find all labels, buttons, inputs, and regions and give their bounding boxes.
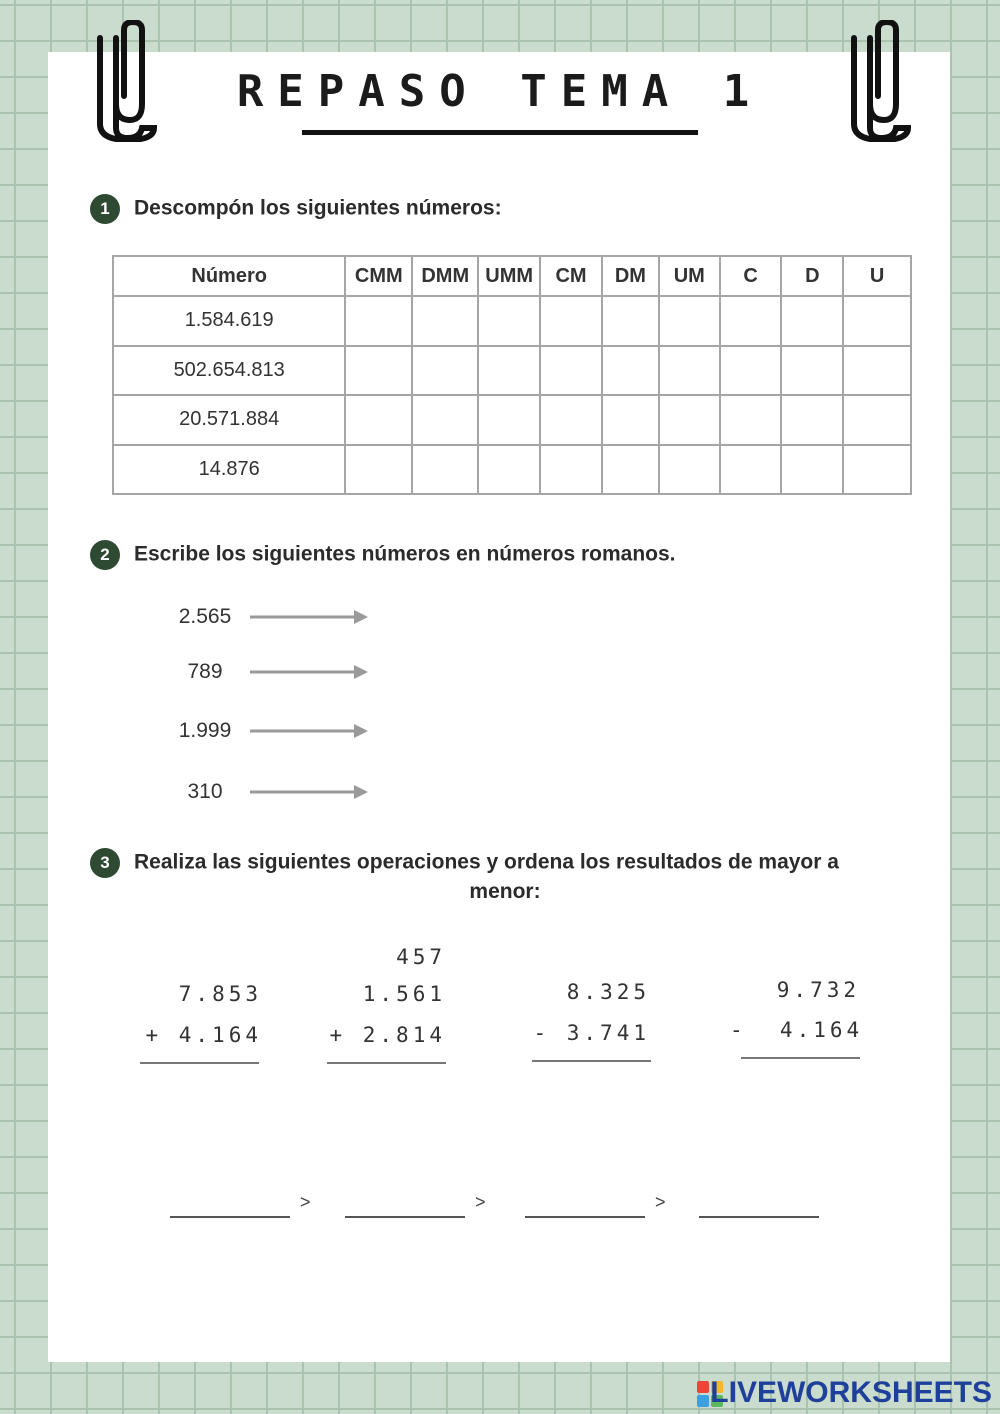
header-dm: DM xyxy=(602,256,659,296)
answer-cell[interactable] xyxy=(412,346,478,396)
answer-cell[interactable] xyxy=(540,445,602,495)
operation-1-line2: + 4.164 xyxy=(145,1023,262,1047)
answer-cell[interactable] xyxy=(781,296,843,346)
answer-cell[interactable] xyxy=(659,296,720,346)
answer-cell[interactable] xyxy=(781,445,843,495)
roman-item xyxy=(170,777,380,807)
header-cmm: CMM xyxy=(345,256,412,296)
roman-number: 310 xyxy=(187,780,223,803)
answer-cell[interactable] xyxy=(478,346,540,396)
number-cell: 14.876 xyxy=(113,445,345,495)
arrow-right-icon xyxy=(250,663,370,681)
answer-cell[interactable] xyxy=(412,395,478,445)
answer-cell[interactable] xyxy=(602,395,659,445)
question-2-number: 2 xyxy=(90,540,120,570)
question-3-heading xyxy=(90,848,839,878)
question-1-heading xyxy=(90,194,502,224)
arrow-right-icon xyxy=(250,608,370,626)
operation-2-line2: + 2.814 xyxy=(329,1023,446,1047)
roman-number: 2.565 xyxy=(178,605,232,628)
header-d: D xyxy=(781,256,843,296)
roman-number: 789 xyxy=(187,660,223,683)
order-blank-1[interactable] xyxy=(170,1216,290,1218)
roman-item xyxy=(170,657,380,687)
answer-cell[interactable] xyxy=(843,296,911,346)
answer-cell[interactable] xyxy=(602,346,659,396)
operation-4-line2: - 4.164 xyxy=(730,1018,864,1042)
answer-cell[interactable] xyxy=(345,445,412,495)
answer-cell[interactable] xyxy=(781,395,843,445)
question-2-text: Escribe los siguientes números en números romanos. xyxy=(134,542,676,566)
operation-4-line1: 9.732 xyxy=(776,978,860,1002)
answer-cell[interactable] xyxy=(412,296,478,346)
order-blank-2[interactable] xyxy=(345,1216,465,1218)
table-row xyxy=(113,346,911,396)
answer-cell[interactable] xyxy=(659,445,720,495)
decomposition-table xyxy=(112,255,912,495)
header-numero: Número xyxy=(113,256,345,296)
answer-cell[interactable] xyxy=(478,445,540,495)
roman-number: 1.999 xyxy=(178,719,232,742)
operation-2-line0: 457 xyxy=(396,945,446,969)
answer-cell[interactable] xyxy=(843,445,911,495)
order-blank-3[interactable] xyxy=(525,1216,645,1218)
greater-than-symbol: > xyxy=(300,1192,311,1212)
answer-cell[interactable] xyxy=(478,395,540,445)
answer-cell[interactable] xyxy=(659,395,720,445)
arrow-right-icon xyxy=(250,783,370,801)
question-3-text-line1: Realiza las siguientes operaciones y ordena los resultados de mayor a xyxy=(134,850,839,874)
answer-cell[interactable] xyxy=(540,296,602,346)
question-3-number: 3 xyxy=(90,848,120,878)
answer-cell[interactable] xyxy=(720,395,782,445)
table-header-row xyxy=(113,256,911,296)
table-row xyxy=(113,445,911,495)
arrow-right-icon xyxy=(250,722,370,740)
operation-4-answer-line[interactable] xyxy=(741,1057,860,1059)
header-c: C xyxy=(720,256,782,296)
operation-1-answer-line[interactable] xyxy=(140,1062,259,1064)
roman-item xyxy=(170,602,380,632)
question-1-text: Descompón los siguientes números: xyxy=(134,196,502,220)
operation-1-line1: 7.853 xyxy=(178,982,262,1006)
header-u: U xyxy=(843,256,911,296)
answer-cell[interactable] xyxy=(602,445,659,495)
number-cell: 20.571.884 xyxy=(113,395,345,445)
answer-cell[interactable] xyxy=(720,445,782,495)
order-blank-4[interactable] xyxy=(699,1216,819,1218)
operation-2-line1: 1.561 xyxy=(362,982,446,1006)
number-cell: 1.584.619 xyxy=(113,296,345,346)
answer-cell[interactable] xyxy=(478,296,540,346)
answer-cell[interactable] xyxy=(720,296,782,346)
answer-cell[interactable] xyxy=(345,395,412,445)
number-cell: 502.654.813 xyxy=(113,346,345,396)
greater-than-symbol: > xyxy=(475,1192,486,1212)
question-2-heading xyxy=(90,540,676,570)
worksheet-paper xyxy=(48,52,950,1362)
title-underline xyxy=(302,130,698,135)
header-umm: UMM xyxy=(478,256,540,296)
question-3-text-line2: menor: xyxy=(469,880,541,903)
operation-3-line2: - 3.741 xyxy=(533,1021,650,1045)
question-1-number: 1 xyxy=(90,194,120,224)
answer-cell[interactable] xyxy=(412,445,478,495)
answer-cell[interactable] xyxy=(345,346,412,396)
table-row xyxy=(113,395,911,445)
table-row xyxy=(113,296,911,346)
answer-cell[interactable] xyxy=(602,296,659,346)
operation-3-line1: 8.325 xyxy=(566,980,650,1004)
greater-than-symbol: > xyxy=(655,1192,666,1212)
answer-cell[interactable] xyxy=(720,346,782,396)
operation-3-answer-line[interactable] xyxy=(532,1060,651,1062)
answer-cell[interactable] xyxy=(345,296,412,346)
header-dmm: DMM xyxy=(412,256,478,296)
header-um: UM xyxy=(659,256,720,296)
operation-2-answer-line[interactable] xyxy=(327,1062,446,1064)
header-cm: CM xyxy=(540,256,602,296)
brand-wordmark[interactable]: LIVEWORKSHEETS xyxy=(710,1376,992,1409)
roman-item xyxy=(170,716,380,746)
answer-cell[interactable] xyxy=(781,346,843,396)
page-title: REPASO TEMA 1 xyxy=(236,66,764,117)
answer-cell[interactable] xyxy=(843,346,911,396)
answer-cell[interactable] xyxy=(659,346,720,396)
answer-cell[interactable] xyxy=(540,346,602,396)
answer-cell[interactable] xyxy=(540,395,602,445)
answer-cell[interactable] xyxy=(843,395,911,445)
